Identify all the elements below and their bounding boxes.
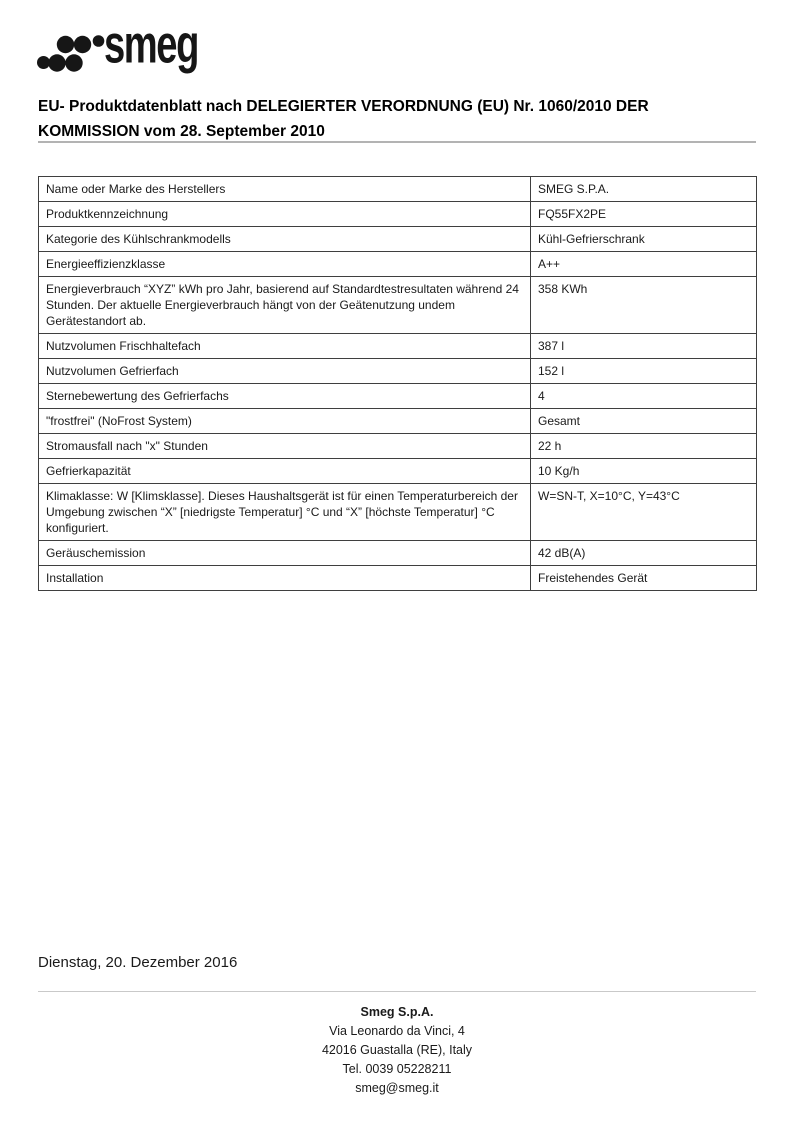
table-row <box>39 277 757 334</box>
footer-company-name: Smeg S.p.A. <box>360 1005 434 1019</box>
row-value: FQ55FX2PE <box>531 202 757 227</box>
logo-dot-top-left <box>57 36 74 53</box>
row-value: Kühl-Gefrierschrank <box>531 227 757 252</box>
row-label: Gefrierkapazität <box>39 459 531 484</box>
smeg-logo <box>36 14 216 82</box>
logo-dot-period <box>37 56 50 69</box>
table-row <box>39 334 757 359</box>
page-title-line1: EU- Produktdatenblatt nach DELEGIERTER VERORDNUNG (EU) Nr. 1060/2010 DER <box>38 98 649 115</box>
row-value: 42 dB(A) <box>531 541 757 566</box>
footer <box>0 1003 794 1098</box>
table-row <box>39 227 757 252</box>
footer-phone: Tel. 0039 05228211 <box>342 1062 452 1076</box>
table-row <box>39 252 757 277</box>
table-row <box>39 459 757 484</box>
row-label: Nutzvolumen Gefrierfach <box>39 359 531 384</box>
logo-dot-top-right <box>74 36 91 53</box>
smeg-wordmark: smeg <box>104 14 198 75</box>
row-value: 152 l <box>531 359 757 384</box>
row-label: Sternebewertung des Gefrierfachs <box>39 384 531 409</box>
logo-dot-bottom-left <box>48 54 65 71</box>
row-value: W=SN-T, X=10°C, Y=43°C <box>531 484 757 541</box>
title-divider <box>38 141 756 143</box>
table-row <box>39 434 757 459</box>
row-label: "frostfrei" (NoFrost System) <box>39 409 531 434</box>
table-row <box>39 202 757 227</box>
row-value: SMEG S.P.A. <box>531 177 757 202</box>
row-label: Installation <box>39 566 531 591</box>
footer-divider <box>38 991 756 992</box>
footer-address-city: 42016 Guastalla (RE), Italy <box>321 1043 473 1057</box>
table-row <box>39 484 757 541</box>
table-row <box>39 566 757 591</box>
page-title <box>38 94 756 144</box>
row-label: Nutzvolumen Frischhaltefach <box>39 334 531 359</box>
logo-dot-pre-wordmark <box>93 35 105 47</box>
row-label: Stromausfall nach "x" Stunden <box>39 434 531 459</box>
table-row <box>39 541 757 566</box>
footer-email: smeg@smeg.it <box>355 1081 439 1095</box>
row-value: 387 l <box>531 334 757 359</box>
row-label: Energieverbrauch “XYZ” kWh pro Jahr, basierend auf Standardtestresultaten während 24 Stunden. Der aktuelle Energieverbrauch hängt von der Geätenutzung undem Gerätestandort ab. <box>39 277 531 334</box>
row-value: 10 Kg/h <box>531 459 757 484</box>
table-row <box>39 177 757 202</box>
table-row <box>39 409 757 434</box>
row-value: Gesamt <box>531 409 757 434</box>
table-row <box>39 359 757 384</box>
smeg-logo-dots <box>37 35 104 71</box>
row-label: Produktkennzeichnung <box>39 202 531 227</box>
document-date: Dienstag, 20. Dezember 2016 <box>38 954 238 971</box>
row-label: Geräuschemission <box>39 541 531 566</box>
row-value: 4 <box>531 384 757 409</box>
row-value: 358 KWh <box>531 277 757 334</box>
row-label: Kategorie des Kühlschrankmodells <box>39 227 531 252</box>
row-value: 22 h <box>531 434 757 459</box>
product-datasheet-table <box>38 176 757 591</box>
table-row <box>39 384 757 409</box>
row-label: Energieeffizienzklasse <box>39 252 531 277</box>
row-label: Name oder Marke des Herstellers <box>39 177 531 202</box>
row-label: Klimaklasse: W [Klimsklasse]. Dieses Haushaltsgerät ist für einen Temperaturbereich der Umgebung zwischen “X” [niedrigste Temperatur] °C und “X” [höchste Temperatur] °C konfiguriert. <box>39 484 531 541</box>
row-value: A++ <box>531 252 757 277</box>
page-title-line2: KOMMISSION vom 28. September 2010 <box>38 123 325 140</box>
row-value: Freistehendes Gerät <box>531 566 757 591</box>
footer-address-street: Via Leonardo da Vinci, 4 <box>329 1024 465 1038</box>
smeg-logo-graphic <box>36 14 216 82</box>
logo-dot-bottom-right <box>65 54 82 71</box>
